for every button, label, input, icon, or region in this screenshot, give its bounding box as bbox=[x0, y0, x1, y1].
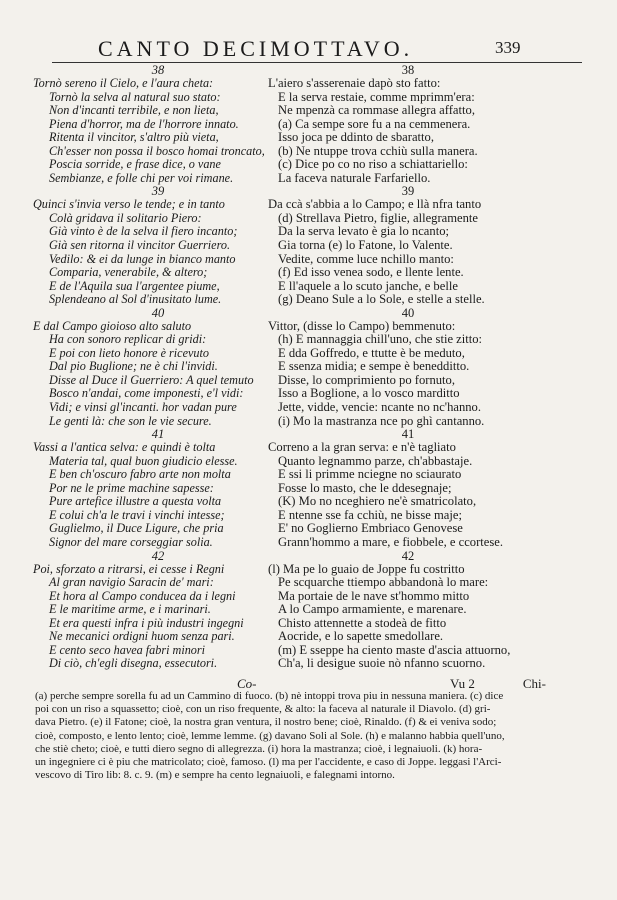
verse-line: (i) Mo la mastranza nce po ghì cantanno. bbox=[278, 413, 485, 428]
verse-line: Piena d'horror, ma de l'horrore innato. bbox=[49, 116, 239, 131]
verse-line: (b) Ne ntuppe trova cchiù sulla manera. bbox=[278, 143, 478, 158]
verse-line: E' no Goglierno Embriaco Genovese bbox=[278, 521, 463, 536]
verse-line: Isso a Boglione, a lo vosco marditto bbox=[278, 386, 460, 401]
verse-line: E ntenne sse fa cchiù, ne bisse maje; bbox=[278, 507, 462, 522]
verse-line: E dal Campo gioioso alto saluto bbox=[33, 318, 192, 333]
verse-line: Tornò sereno il Cielo, e l'aura cheta: bbox=[33, 76, 214, 90]
stanza-number: 39 bbox=[151, 184, 165, 199]
verse-line: E ssi li primme nciegne no sciaurato bbox=[278, 467, 462, 482]
verse-line: Ch'a, li desigue suoie nò nfanno scuorno. bbox=[278, 656, 486, 671]
italian-stanza bbox=[33, 185, 283, 306]
verse-line: (d) Strellava Pietro, figlie, allegramente bbox=[278, 210, 479, 225]
verse-line: E cento seco havea fabri minori bbox=[49, 642, 206, 657]
verse-line: Gia torna (e) lo Fatone, lo Valente. bbox=[278, 238, 453, 253]
stanza-number: 40 bbox=[151, 305, 165, 320]
stanza-number: 41 bbox=[151, 427, 165, 442]
footnote-line: poi con un riso a squassetto; cioè, con un riso frequente, & alto: la faceva al naturale il Diavolo. (d) gri- bbox=[35, 703, 491, 716]
verse-line: Dal pio Buglione; ne è chi l'invidi. bbox=[49, 359, 218, 374]
verse-line: Et hora al Campo conducea da i legni bbox=[49, 588, 236, 603]
verse-line: E ssenza midia; e sempe è benedditto. bbox=[278, 359, 470, 374]
verse-line: E ll'aquele a lo scuto janche, e belle bbox=[278, 278, 458, 293]
verse-line: E poi con lieto honore è ricevuto bbox=[49, 345, 209, 360]
verse-line: Bosco n'andai, come imponesti, e'l vidi: bbox=[49, 386, 244, 401]
verse-line: Vidi; e vinsi gl'incanti. hor vadan pure bbox=[49, 400, 237, 415]
page-header bbox=[40, 30, 600, 64]
stanza-number: 41 bbox=[401, 427, 415, 442]
verse-line: Disse, lo comprimiento po fornuto, bbox=[278, 372, 455, 387]
catchword-right: Chi- bbox=[522, 676, 546, 691]
verse-line: Vedilo: & ei da lunge in bianco manto bbox=[49, 251, 236, 266]
footnote-line: vescovo di Tiro lib: 8. c. 9. (m) e sempre ha cento legnaiuoli, e falegnami intorno. bbox=[35, 769, 395, 782]
verse-line: Materia tal, qual buon giudicio elesse. bbox=[49, 453, 238, 468]
neapolitan-stanza bbox=[268, 64, 548, 185]
footnotes bbox=[35, 690, 575, 782]
verse-line: Isso joca pe ddinto de sbaratto, bbox=[278, 130, 434, 145]
verse-line: Vedite, comme luce nchillo manto: bbox=[278, 251, 454, 266]
verse-line: Fosse lo masto, che le ddesegnaje; bbox=[278, 480, 452, 495]
verse-line: Sembianze, e folle chi per voi rimane. bbox=[49, 170, 234, 185]
verse-line: E colui ch'a le travi i vinchi intesse; bbox=[49, 507, 225, 522]
verse-line: Por ne le prime machine sapesse: bbox=[49, 480, 214, 495]
stanza-number: 38 bbox=[151, 63, 165, 77]
verse-line: (g) Deano Sule a lo Sole, e stelle a stelle. bbox=[278, 292, 485, 307]
footnote-line: cioè, composto, e lento lento; cioè, lemme lemme. (g) davano Soli al Sole. (h) e malanno habbia quell'uno, bbox=[35, 729, 505, 742]
verse-line: Jette, vidde, vencie: ncante no nc'hanno. bbox=[278, 400, 481, 415]
verse-line: Signor del mare corseggiar solia. bbox=[49, 534, 213, 549]
neapolitan-text-column bbox=[268, 64, 548, 671]
verse-line: Guglielmo, il Duce Ligure, che pria bbox=[49, 521, 224, 536]
verse-line: E de l'Aquila sua l'argentee piume, bbox=[49, 278, 220, 293]
verse-line: (K) Mo no nceghiero ne'è smatricolato, bbox=[278, 494, 477, 509]
verse-line: Pure artefice illustre a questa volta bbox=[49, 494, 222, 509]
verse-line: Ch'esser non possa il bosco homai troncato, bbox=[49, 143, 265, 158]
verse-line: E le maritime arme, e i marinari. bbox=[49, 602, 211, 617]
verse-line: Correno a la gran serva: e n'è tagliato bbox=[268, 440, 456, 455]
verse-line: Ha con sonoro replicar di gridi: bbox=[49, 332, 207, 347]
verse-line: Ritenta il vincitor, s'altro più vieta, bbox=[49, 130, 219, 145]
verse-line: Quinci s'invia verso le tende; e in tanto bbox=[33, 197, 225, 212]
stanza-number: 39 bbox=[401, 184, 415, 199]
neapolitan-stanza bbox=[268, 550, 548, 671]
verse-line: Ne mecanici ordigni huom senza pari. bbox=[49, 629, 235, 644]
verse-line: Le genti là: che son le vie secure. bbox=[49, 413, 212, 428]
verse-line: Disse al Duce il Guerriero: A quel temuto bbox=[49, 372, 254, 387]
neapolitan-stanza bbox=[268, 185, 548, 306]
verse-line: Di ciò, ch'egli disegna, essecutori. bbox=[49, 656, 218, 671]
verse-line: Comparia, venerabile, & altero; bbox=[49, 265, 208, 280]
italian-text-column bbox=[33, 64, 283, 671]
verse-line: Ma portaie de le nave st'hommo mitto bbox=[278, 588, 470, 603]
verse-line: Et era questi infra i più industri ingegni bbox=[49, 615, 244, 630]
verse-line: Già sen ritorna il vincitor Guerriero. bbox=[49, 238, 230, 253]
footnote-line: un ingegniere ci è piu che matricolato; cioè, famoso. (l) ma per l'accidente, e caso di Joppe. leggasi l'Arci- bbox=[35, 756, 502, 769]
verse-line: Tornò la selva al natural suo stato: bbox=[49, 89, 221, 104]
italian-stanza bbox=[33, 64, 283, 185]
stanza-number: 38 bbox=[401, 63, 415, 77]
verse-line: Da ccà s'abbia a lo Campo; e llà nfra tanto bbox=[268, 197, 482, 212]
footnote-line: dava Pietro. (e) il Fatone; cioè, la nostra gran ventura, il nostro bene; cioè, Rinaldo. (f) & ei veniva sodo; bbox=[35, 716, 497, 729]
neapolitan-stanza bbox=[268, 428, 548, 549]
verse-line: (f) Ed isso venea sodo, e llente lente. bbox=[278, 265, 464, 280]
verse-line: Già vinto è de la selva il fiero incanto; bbox=[49, 224, 238, 239]
verse-line: Chisto attennette a stodeà de fitto bbox=[278, 615, 447, 630]
verse-line: La faceva naturale Farfariello. bbox=[278, 170, 431, 185]
header-rule bbox=[52, 62, 582, 63]
verse-line: L'aiero s'asserenaie dapò sto fatto: bbox=[268, 76, 441, 90]
italian-stanza bbox=[33, 428, 283, 549]
verse-line: Ne mpenzà ca rommase allegra affatto, bbox=[278, 103, 475, 118]
verse-line: Vittor, (disse lo Campo) bemmenuto: bbox=[268, 318, 456, 333]
verse-line: Non d'incanti terribile, e non lieta, bbox=[49, 103, 219, 118]
stanza-number: 42 bbox=[401, 548, 415, 563]
footnote-line: (a) perche sempre sorella fu ad un Cammino di fuoco. (b) nè intoppi trova piu in nessuna maniera. (c) dice bbox=[35, 690, 504, 702]
verse-line: E la serva restaie, comme mprimm'era: bbox=[278, 89, 475, 104]
neapolitan-stanza bbox=[268, 307, 548, 428]
verse-line: Aocride, e lo sapette smedollare. bbox=[278, 629, 444, 644]
verse-line: Poi, sforzato a ritrarsi, ei cesse i Regni bbox=[33, 561, 225, 576]
verse-line: Pe scquarche ttiempo abbandonà lo mare: bbox=[278, 575, 489, 590]
verse-line: Colà gridava il solitario Piero: bbox=[49, 210, 202, 225]
italian-stanza bbox=[33, 550, 283, 671]
verse-line: A lo Campo armamiente, e marenare. bbox=[278, 602, 467, 617]
catchword-left: Co- bbox=[237, 676, 257, 691]
stanza-number: 42 bbox=[151, 548, 165, 563]
verse-line: (m) E sseppe ha ciento maste d'ascia attuorno, bbox=[278, 642, 511, 657]
italian-stanza bbox=[33, 307, 283, 428]
page-number: 339 bbox=[495, 38, 521, 57]
verse-line: Al gran navigio Saracin de' mari: bbox=[49, 575, 214, 590]
signature-mark: Vu 2 bbox=[450, 676, 475, 691]
verse-line: (h) E mannaggia chill'uno, che stie zitto: bbox=[278, 332, 483, 347]
verse-line: Da la serva levato è gia lo ncanto; bbox=[278, 224, 449, 239]
verse-line: E ben ch'oscuro fabro arte non molta bbox=[49, 467, 231, 482]
stanza-number: 40 bbox=[401, 305, 415, 320]
verse-line: E dda Goffredo, e ttutte è be meduto, bbox=[278, 345, 465, 360]
footnote-line: che stiè cheto; cioè, e tutti diero segno di allegrezza. (i) hora la mastranza; cioè, i legnaiuoli. (k) hora- bbox=[35, 742, 483, 755]
verse-line: Splendeano al Sol d'inusitato lume. bbox=[49, 292, 222, 307]
verse-line: (c) Dice po co no riso a schiattariello: bbox=[278, 157, 468, 172]
verse-line: Vassi a l'antica selva: e quindi è tolta bbox=[33, 440, 216, 455]
verse-line: Poscia sorride, e frase dice, o vane bbox=[49, 157, 221, 172]
verse-line: Grann'hommo a mare, e fiobbele, e ccortese. bbox=[278, 534, 504, 549]
verse-line: (l) Ma pe lo guaio de Joppe fu costritto bbox=[268, 561, 465, 576]
running-title: CANTO DECIMOTTAVO. bbox=[98, 36, 414, 61]
verse-line: (a) Ca sempe sore fu a na cemmenera. bbox=[278, 116, 471, 131]
verse-line: Quanto legnammo parze, ch'abbastaje. bbox=[278, 453, 473, 468]
